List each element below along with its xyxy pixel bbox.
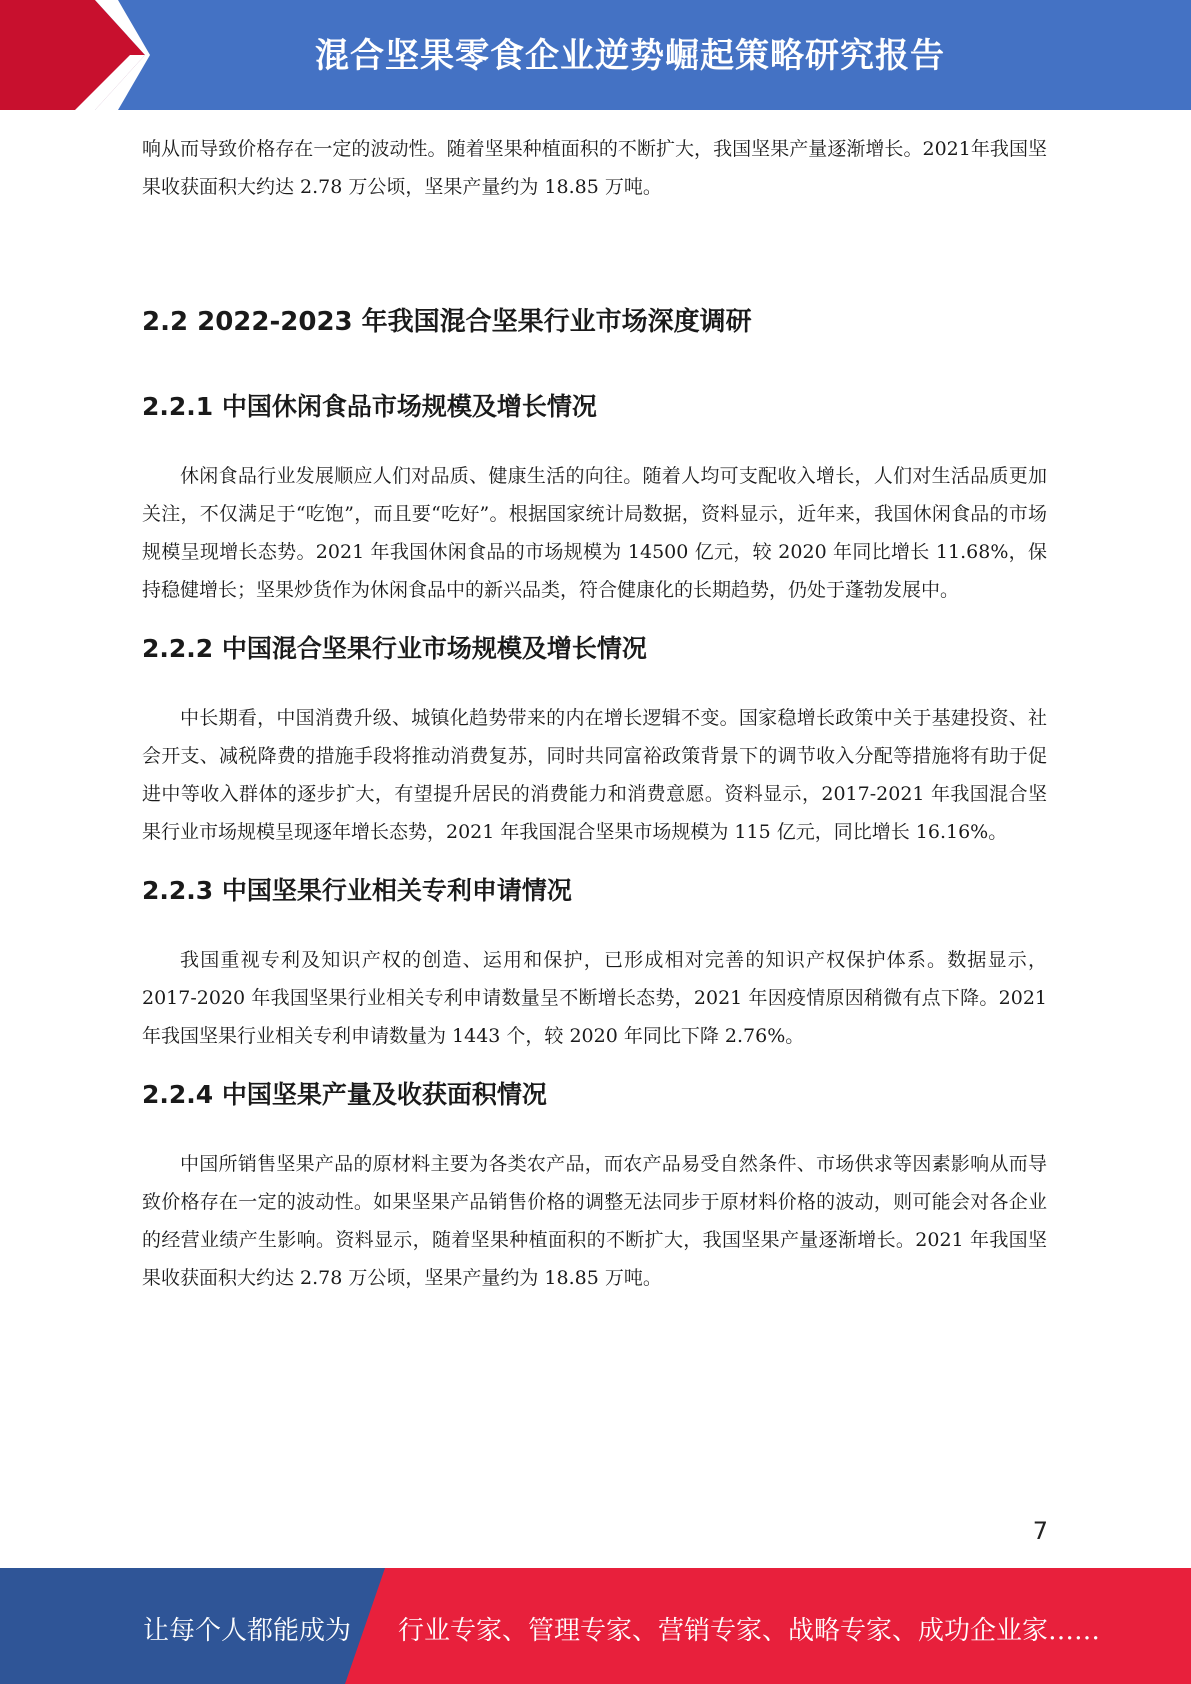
footer-slogan-right: 行业专家、管理专家、营销专家、战略专家、成功企业家…… — [398, 1616, 1101, 1646]
section-body-2-2-4: 中国所销售坚果产品的原材料主要为各类农产品，而农产品易受自然条件、市场供求等因素影响从而导致价格存在一定的波动性。如果坚果产品销售价格的调整无法同步于原材料价格的波动，则可能会对各企业的经营业绩产生影响。资料显示，随着坚果种植面积的不断扩大，我国坚果产量逐渐增长。2021 年我国坚果收获面积大约达 2.78 万公顷，坚果产量约为 18.85 万吨。 — [142, 1153, 1047, 1289]
section-body-2-2-1: 休闲食品行业发展顺应人们对品质、健康生活的向往。随着人均可支配收入增长，人们对生活品质更加关注，不仅满足于“吃饱”，而且要“吃好”。根据国家统计局数据，资料显示，近年来，我国休闲食品的市场规模呈现增长态势。2021 年我国休闲食品的市场规模为 14500 亿元，较 2020 年同比增长 11.68%，保持稳健增长；坚果炒货作为休闲食品中的新兴品类，符合健康化的长期趋势，仍处于蓬勃发展中。 — [142, 465, 1047, 601]
page-footer — [0, 1568, 1191, 1684]
section-body-2-2-3: 我国重视专利及知识产权的创造、运用和保护，已形成相对完善的知识产权保护体系。数据显示，2017-2020 年我国坚果行业相关专利申请数量呈不断增长态势，2021 年因疫情原因稍微有点下降。2021 年我国坚果行业相关专利申请数量为 1443 个，较 2020 年同比下降 2.76%。 — [142, 949, 1047, 1047]
page-number: 7 — [1032, 1517, 1048, 1545]
section-body-2-2-2: 中长期看，中国消费升级、城镇化趋势带来的内在增长逻辑不变。国家稳增长政策中关于基建投资、社会开支、减税降费的措施手段将推动消费复苏，同时共同富裕政策背景下的调节收入分配等措施将有助于促进中等收入群体的逐步扩大，有望提升居民的消费能力和消费意愿。资料显示，2017-2021 年我国混合坚果行业市场规模呈现逐年增长态势，2021 年我国混合坚果市场规模为 115 亿元，同比增长 16.16%。 — [142, 707, 1047, 843]
page-header — [0, 0, 1191, 110]
footer-slogan-left: 让每个人都能成为 — [143, 1616, 352, 1646]
document-body — [142, 130, 1047, 1297]
section-heading-2-2-1: 2.2.1 中国休闲食品市场规模及增长情况 — [142, 392, 597, 421]
report-title: 混合坚果零食企业逆势崛起策略研究报告 — [315, 36, 945, 76]
intro-paragraph: 响从而导致价格存在一定的波动性。随着坚果种植面积的不断扩大，我国坚果产量逐渐增长。2021年我国坚果收获面积大约达 2.78 万公顷，坚果产量约为 18.85 万吨。 — [142, 138, 1047, 198]
section-heading-2-2-2: 2.2.2 中国混合坚果行业市场规模及增长情况 — [142, 634, 647, 663]
section-heading-2-2-3: 2.2.3 中国坚果行业相关专利申请情况 — [142, 876, 572, 905]
section-heading-2-2-4: 2.2.4 中国坚果产量及收获面积情况 — [142, 1080, 547, 1109]
section-heading-2-2: 2.2 2022-2023 年我国混合坚果行业市场深度调研 — [142, 307, 752, 337]
